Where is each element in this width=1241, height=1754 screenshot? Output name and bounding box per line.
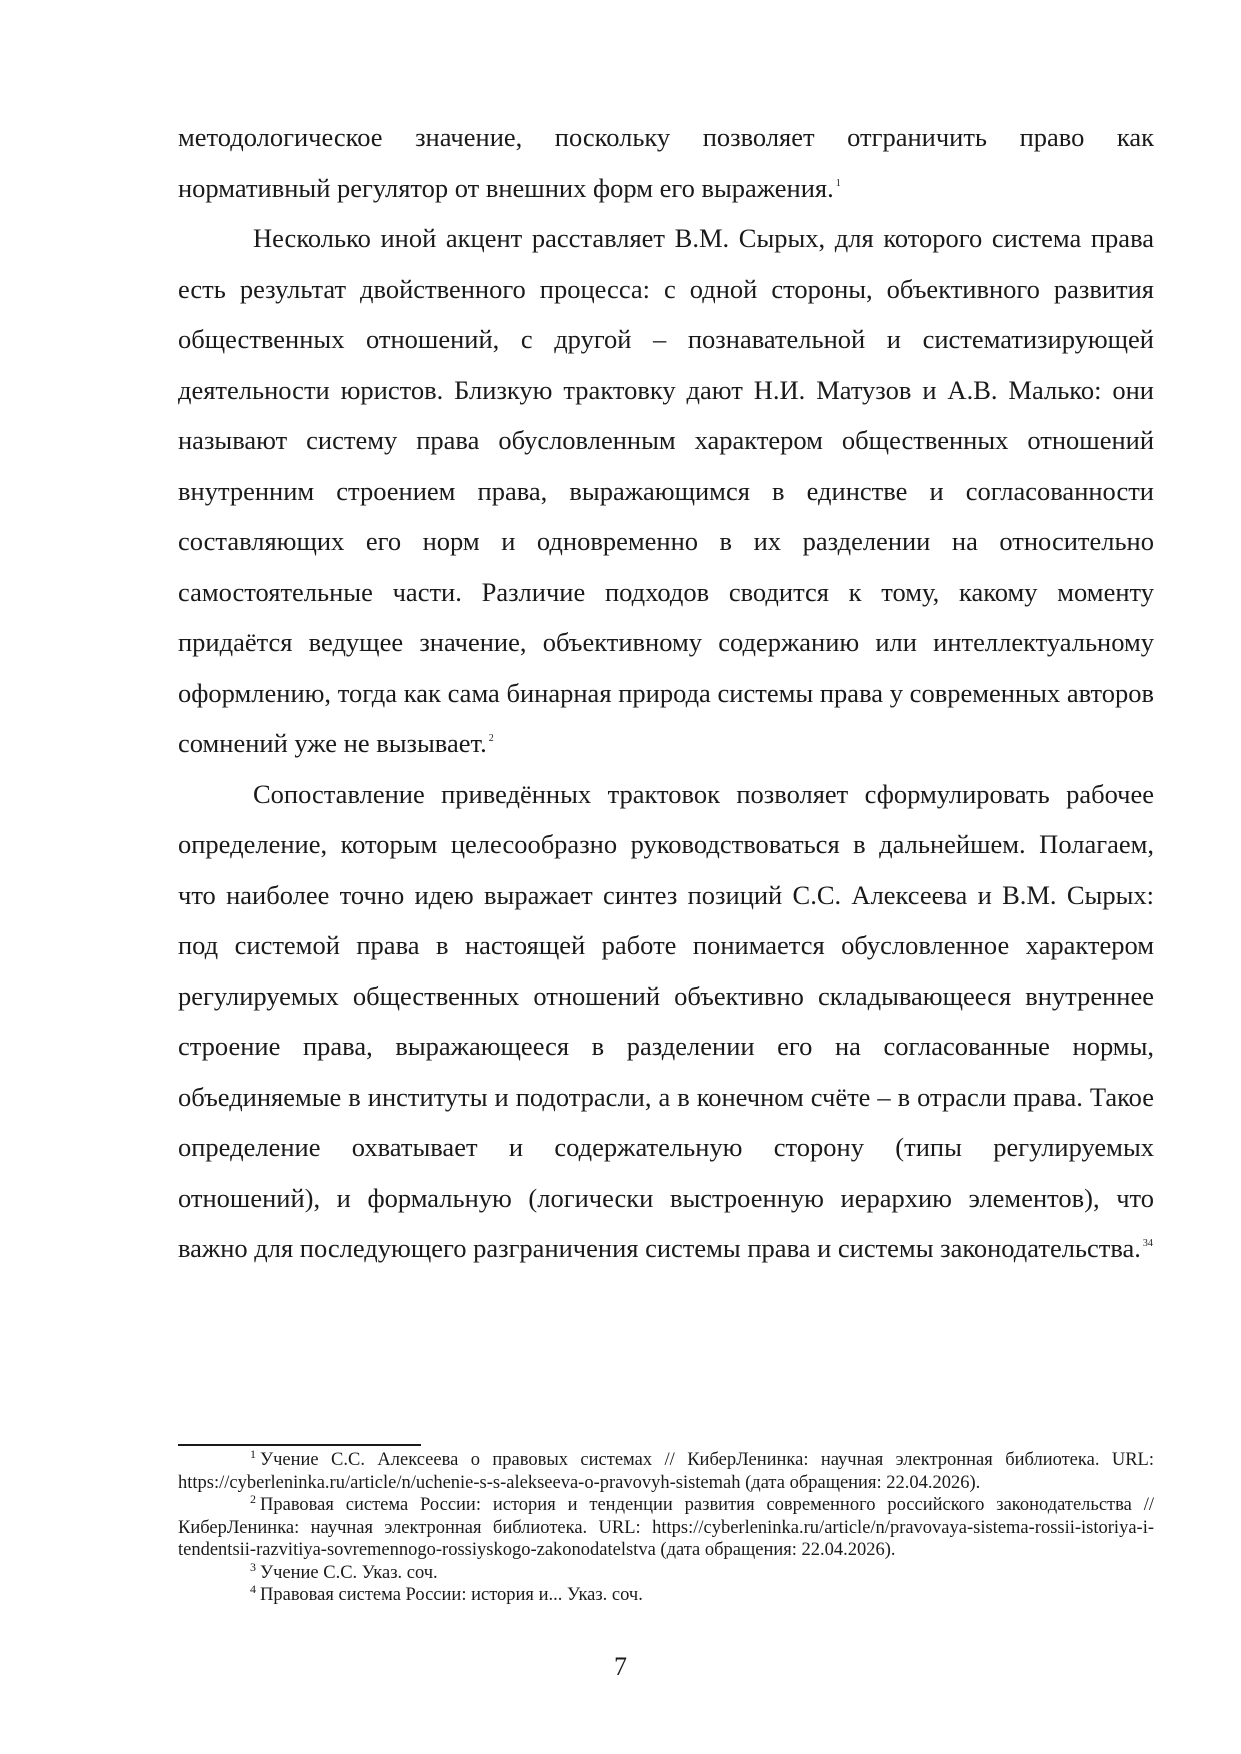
- footnote-separator: [178, 1444, 421, 1446]
- paragraph-text: методологическое значение, поскольку позволяет отграничить право как нормативный регулятор от внешних форм его выражения.: [178, 122, 1154, 203]
- footnote-text: Правовая система России: история и... Указ. соч.: [260, 1585, 643, 1605]
- footnote-number: 2: [250, 1492, 256, 1506]
- footnote-reference[interactable]: 2: [488, 733, 494, 744]
- body-text: [178, 112, 1154, 1274]
- paragraph: [178, 769, 1154, 1274]
- paragraph-text: Сопоставление приведённых трактовок позволяет сформулировать рабочее определение, которым целесообразно руководствоваться в дальнейшем. Полагаем, что наиболее точно идею выражает синтез позиций С.С. Алексеева и В.М. Сырых: под системой права в настоящей работе понимается обусловленное характером регулируемых общественных отношений объективно складывающееся внутреннее строение права, выражающееся в разделении его на согласованные нормы, объединяемые в институты и подотрасли, а в конечном счёте – в отрасли права. Такое определение охватывает и содержательную сторону (типы регулируемых отношений), и формальную (логически выстроенную иерархию элементов), что важно для последующего разграничения системы права и системы законодательства.: [178, 778, 1154, 1263]
- footnote: [178, 1494, 1154, 1562]
- footnote-number: 4: [250, 1582, 256, 1596]
- paragraph-continuation: [178, 112, 1154, 213]
- footnote-reference[interactable]: 1: [835, 177, 841, 189]
- footnote-reference[interactable]: 34: [1142, 1238, 1153, 1249]
- footnote-text: Учение С.С. Указ. соч.: [260, 1562, 438, 1583]
- footnotes: [178, 1449, 1154, 1607]
- footnote: [178, 1584, 1154, 1607]
- footnote-number: 1: [250, 1447, 256, 1461]
- page-number: 7: [614, 1652, 627, 1681]
- footnote: [178, 1449, 1154, 1494]
- paragraph: [178, 213, 1154, 769]
- footnote-text: Учение С.С. Алексеева о правовых системах // КиберЛенинка: научная электронная библиотека. URL: https://cyberleninka.ru/article/n/uchenie-s-s-alekseeva-o-pravovyh-sistemah (дата обращения: 22.04.2026).: [178, 1450, 1154, 1493]
- footnote: [178, 1559, 1154, 1585]
- paragraph-text: Несколько иной акцент расставляет В.М. Сырых, для которого система права есть результат двойственного процесса: с одной стороны, объективного развития общественных отношений, с другой – познавательной и систематизирующей деятельности юристов. Близкую трактовку дают Н.И. Матузов и А.В. Малько: они называют систему права обусловленным характером общественных отношений внутренним строением права, выражающимся в единстве и согласованности составляющих его норм и одновременно в их разделении на относительно самостоятельные части. Различие подходов сводится к тому, какому моменту придаётся ведущее значение, объективному содержанию или интеллектуальному оформлению, тогда как сама бинарная природа системы права у современных авторов сомнений уже не вызывает.: [178, 223, 1154, 758]
- footnote-text: Правовая система России: история и тенденции развития современного российского законодательства // КиберЛенинка: научная электронная библиотека. URL: https://cyberleninka.ru/article/n/pravovaya-sistema-rossii-istoriya-i-tendentsii-razvitiya-sovremennogo-rossiyskogo-zakonodatelstva (дата обращения: 22.04.2026).: [178, 1495, 1154, 1560]
- footnote-number: 3: [250, 1559, 256, 1574]
